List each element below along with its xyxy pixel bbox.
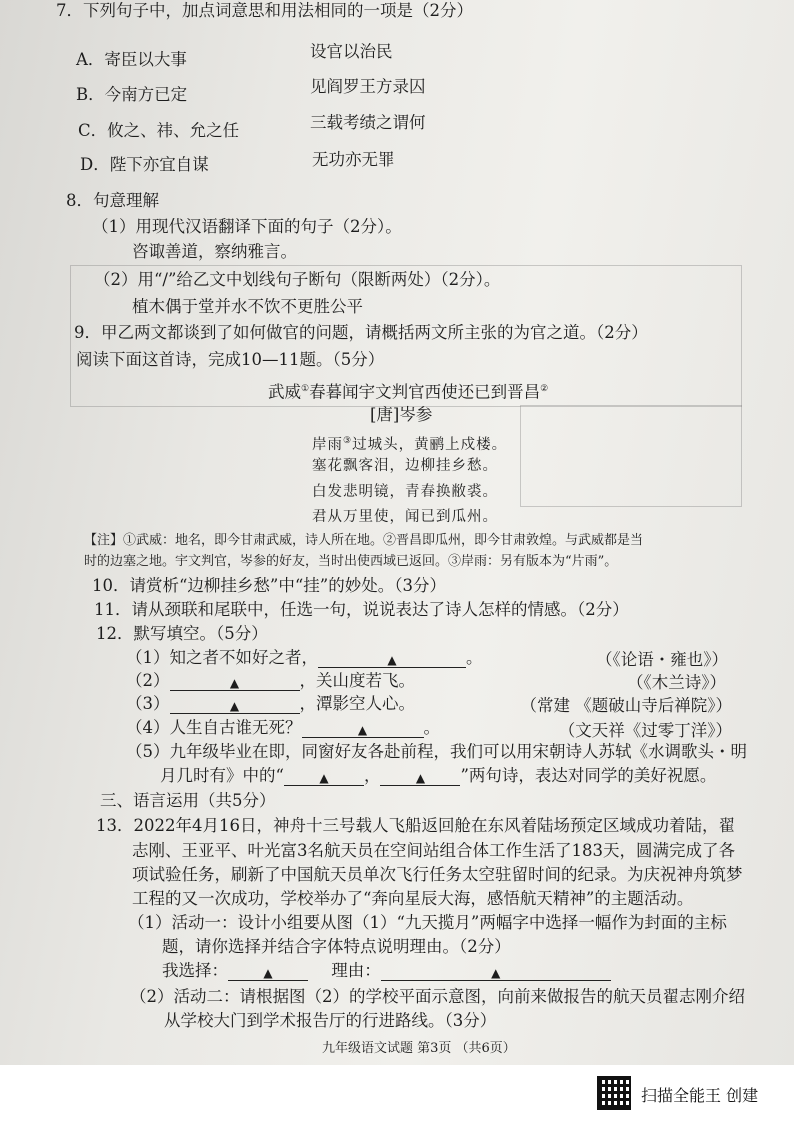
- reason-label: 理由：: [331, 961, 381, 980]
- poem-line-2: 塞花飘客泪，边柳挂乡愁。: [312, 458, 498, 474]
- q12-item-2: [126, 670, 415, 692]
- q10: 10．请赏析“边柳挂乡愁”中“挂”的妙处。（3分）: [92, 576, 446, 595]
- poem-title: [268, 378, 548, 404]
- q13-activity-1-line-1: （1）活动一：设计小组要从图（1）“九天揽月”两幅字中选择一幅作为封面的主标: [128, 913, 727, 932]
- q12-item-2-text: （2）: [126, 671, 170, 690]
- answer-mark-icon: ▲: [491, 966, 501, 980]
- q13-activity-2-line-2: 从学校大门到学术报告厅的行进路线。（3分）: [164, 1011, 497, 1030]
- poem-author: [唐]岑参: [370, 405, 433, 424]
- q13-activity-1-line-2: 题，请你选择并结合字体特点说明理由。（2分）: [162, 937, 511, 956]
- bleed-through-box: [520, 405, 742, 507]
- q12-item-4: [126, 717, 440, 739]
- poem-note-line-2: 时的边塞之地。宇文判官，岑参的好友，当时出使西域已返回。③岸雨：另有版本为“片雨”。: [84, 554, 618, 569]
- q13-activity-1-answer: [162, 960, 611, 982]
- q7-option-a: A．寄臣以大事: [76, 50, 187, 69]
- q12-item-5-end: ”两句诗，表达对同学的美好祝愿。: [460, 766, 717, 785]
- q12-title: 12．默写填空。（5分）: [96, 624, 268, 643]
- q12-item-1-blank[interactable]: [318, 649, 466, 668]
- q8-sub2-text: 植木偶于堂并水不饮不更胜公平: [132, 297, 363, 316]
- poem-line-4: 君从万里使，闻已到瓜州。: [312, 509, 498, 525]
- poem-line-3: 白发悲明镜，青春换敝裘。: [312, 484, 498, 500]
- footnote-marker-2: ②: [540, 384, 549, 394]
- q8-sub2: （2）用“/”给乙文中划线句子断句（限断两处）（2分）。: [94, 270, 501, 289]
- q13-para-line-3: 项试验任务，刷新了中国航天员单次飞行任务太空驻留时间的纪录。为庆祝神舟筑梦: [132, 865, 743, 884]
- q12-item-5-line-2: [160, 765, 716, 787]
- q12-item-2-end: ，关山度若飞。: [299, 671, 415, 690]
- qr-code-icon: [597, 1076, 631, 1110]
- q7-option-b: B．今南方已定: [76, 85, 188, 104]
- q12-item-3-end: ，潭影空人心。: [299, 694, 415, 713]
- poem-intro: 阅读下面这首诗，完成10—11题。（5分）: [76, 350, 385, 369]
- q7-option-b-compare: 见阎罗王方录囚: [310, 77, 426, 96]
- poem-note-line-1: 【注】①武威：地名，即今甘肃武威，诗人所在地。②晋昌即瓜州，即今甘肃敦煌。与武威都是当: [84, 533, 644, 548]
- q12-item-5-text: 月几时有》中的“: [160, 766, 284, 785]
- poem-line-1-b: 过城头，黄鹂上戍楼。: [352, 436, 508, 453]
- choose-blank[interactable]: [228, 962, 308, 981]
- answer-mark-icon: ▲: [229, 676, 240, 690]
- answer-mark-icon: ▲: [387, 653, 397, 667]
- q8-sub1: （1）用现代汉语翻译下面的句子（2分）。: [92, 217, 402, 236]
- q12-item-3: [126, 693, 415, 715]
- q12-item-1-source: （《论语・雍也》）: [596, 650, 728, 669]
- scanner-watermark: 扫描全能王 创建: [641, 1086, 759, 1105]
- q12-item-1: [126, 647, 483, 669]
- q12-item-4-text: （4）人生自古谁无死？: [126, 718, 302, 737]
- page-footer: 九年级语文试题 第3页 （共6页）: [322, 1041, 516, 1056]
- q7-option-c-compare: 三载考绩之谓何: [310, 113, 426, 132]
- answer-mark-icon: ▲: [263, 966, 273, 980]
- q7-option-d-compare: 无功亦无罪: [312, 150, 395, 169]
- q9: 9．甲乙两文都谈到了如何做官的问题，请概括两文所主张的为官之道。（2分）: [74, 323, 648, 342]
- poem-line-1-a: 岸雨: [312, 436, 343, 453]
- q12-item-5-line-1: （5）九年级毕业在即，同窗好友各赴前程，我们可以用宋朝诗人苏轼《水调歌头・明: [126, 742, 747, 761]
- q12-item-2-source: （《木兰诗》）: [627, 673, 726, 692]
- q12-item-3-blank[interactable]: [170, 695, 300, 714]
- footnote-marker-3: ③: [343, 436, 353, 446]
- poem-title-part-b: 春暮闻宇文判官西使还已到晋昌: [309, 382, 541, 402]
- q13-activity-2-line-1: （2）活动二：请根据图（2）的学校平面示意图，向前来做报告的航天员翟志刚介绍: [130, 987, 745, 1006]
- q7-option-d: D．陛下亦宜自谋: [80, 155, 209, 174]
- poem-line-1: [312, 430, 507, 456]
- answer-mark-icon: ▲: [319, 771, 329, 785]
- q8-title: 8．句意理解: [66, 191, 159, 210]
- q12-item-5-comma: ，: [363, 766, 381, 785]
- answer-mark-icon: ▲: [415, 771, 426, 785]
- q12-item-5-blank-1[interactable]: [284, 767, 364, 786]
- q12-item-4-blank[interactable]: [302, 719, 424, 738]
- q8-sub1-text: 咨诹善道，察纳雅言。: [132, 242, 297, 261]
- q12-item-4-end: 。: [423, 718, 440, 737]
- q12-item-4-source: （文天祥《过零丁洋》）: [558, 721, 732, 740]
- q12-item-3-source: （常建 《题破山寺后禅院》）: [520, 696, 732, 715]
- q12-item-1-text: （1）知之者不如好之者，: [126, 648, 318, 667]
- q11: 11．请从颈联和尾联中，任选一句，说说表达了诗人怎样的情感。（2分）: [94, 600, 629, 619]
- reason-blank[interactable]: [381, 962, 611, 981]
- poem-title-part-a: 武威: [268, 382, 301, 402]
- choose-label: 我选择：: [162, 961, 228, 980]
- q7-stem: 7．下列句子中，加点词意思和用法相同的一项是（2分）: [56, 1, 473, 20]
- footnote-marker-1: ①: [301, 384, 310, 394]
- q13-para-line-2: 志刚、王亚平、叶光富3名航天员在空间站组合体工作生活了183天，圆满完成了各: [132, 841, 735, 860]
- section-3-heading: 三、语言运用（共5分）: [100, 791, 276, 810]
- q13-para-line-4: 工程的又一次成功，学校举办了“奔向星辰大海，感悟航天精神”的主题活动。: [132, 889, 694, 908]
- q7-option-c: C．攸之、祎、允之任: [78, 121, 240, 140]
- q12-item-5-blank-2[interactable]: [380, 767, 460, 786]
- q13-para-line-1: 13．2022年4月16日，神舟十三号载人飞船返回舱在东风着陆场预定区域成功着陆，翟: [96, 816, 735, 835]
- answer-mark-icon: ▲: [357, 723, 368, 737]
- q7-option-a-compare: 设官以治民: [310, 42, 393, 61]
- q12-item-3-text: （3）: [126, 694, 170, 713]
- q12-item-2-blank[interactable]: [170, 672, 300, 691]
- q12-item-1-end: 。: [466, 648, 483, 667]
- answer-mark-icon: ▲: [229, 699, 240, 713]
